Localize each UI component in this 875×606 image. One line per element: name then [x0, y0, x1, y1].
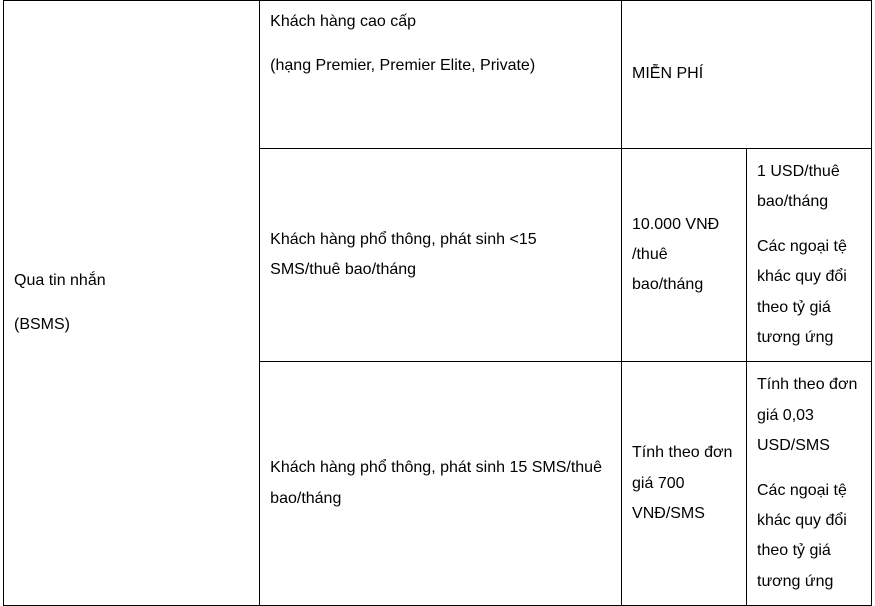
- customer-text: [270, 225, 611, 286]
- fee-vnd-line-1: 10.000 VNĐ /thuê bao/tháng: [632, 215, 720, 294]
- cell-fee-usd-monthly: [747, 149, 872, 362]
- customer-line-2: (hạng Premier, Premier Elite, Private): [270, 57, 536, 75]
- fee-usd-line-1: 1 USD/thuê bao/tháng: [757, 163, 840, 211]
- fee-usd-line-2: Các ngoại tệ khác quy đổi theo tỷ giá tương ứng: [757, 481, 847, 590]
- customer-line-1: Khách hàng phổ thông, phát sinh 15 SMS/thuê bao/tháng: [270, 459, 602, 507]
- customer-line-1: Khách hàng phổ thông, phát sinh <15 SMS/thuê bao/tháng: [270, 230, 537, 279]
- cell-channel: [4, 1, 260, 606]
- cell-fee-free: [622, 1, 872, 149]
- customer-line-1: Khách hàng cao cấp: [270, 13, 417, 30]
- customer-text: [270, 7, 611, 82]
- fee-usd-line-2: Các ngoại tệ khác quy đổi theo tỷ giá tương ứng: [757, 237, 847, 346]
- table-body: [4, 1, 872, 606]
- fee-vnd-line-1: Tính theo đơn giá 700 VNĐ/SMS: [632, 444, 733, 522]
- channel-text: [14, 266, 249, 341]
- cell-fee-usd-per-sms: [747, 362, 872, 606]
- fee-text: [632, 59, 861, 89]
- table-row: [4, 1, 872, 149]
- fee-vnd-line-1: MIỄN PHÍ: [632, 65, 704, 83]
- fee-text: [632, 210, 736, 301]
- cell-fee-vnd-per-sms: [622, 362, 747, 606]
- fee-usd-text: [757, 157, 861, 353]
- cell-customer-standard-low: [260, 149, 622, 362]
- channel-line-1: Qua tin nhắn: [14, 271, 106, 289]
- fee-usd-line-1: Tính theo đơn giá 0,03 USD/SMS: [757, 376, 858, 455]
- fee-table: [3, 0, 872, 606]
- channel-line-2: (BSMS): [14, 316, 70, 334]
- fee-usd-text: [757, 370, 861, 597]
- cell-fee-vnd-monthly: [622, 149, 747, 362]
- fee-text: [632, 438, 736, 529]
- cell-customer-standard-high: [260, 362, 622, 606]
- customer-text: [270, 453, 611, 514]
- cell-customer-premium: [260, 1, 622, 149]
